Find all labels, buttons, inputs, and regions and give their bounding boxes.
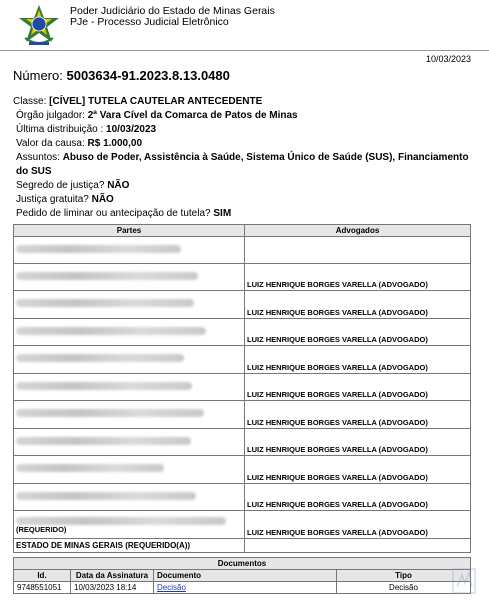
table-row <box>14 511 471 539</box>
document-id: 9748551051 <box>14 582 71 594</box>
party-cell-redacted <box>14 291 245 319</box>
party-cell-redacted <box>14 373 245 401</box>
table-row <box>14 456 471 484</box>
party-cell-redacted <box>14 401 245 429</box>
party-cell-redacted <box>14 428 245 456</box>
lawyer-name: LUIZ HENRIQUE BORGES VARELLA (ADVOGADO) <box>247 527 428 537</box>
party-cell <box>14 538 245 552</box>
lawyer-name: LUIZ HENRIQUE BORGES VARELLA (ADVOGADO) <box>247 445 428 454</box>
table-row <box>14 237 471 264</box>
party-cell-redacted <box>14 237 245 264</box>
id-column-header: Id. <box>14 570 71 582</box>
lawyer-name: LUIZ HENRIQUE BORGES VARELLA (ADVOGADO) <box>247 280 428 289</box>
classe-value: [CÍVEL] TUTELA CAUTELAR ANTECEDENTE <box>49 96 263 107</box>
lawyer-cell <box>245 401 471 429</box>
process-number-label: Número: <box>13 68 63 83</box>
lawyer-cell-empty <box>245 237 471 264</box>
document-link[interactable]: Decisão <box>157 583 186 592</box>
data-column-header: Data da Assinatura <box>71 570 154 582</box>
lawyer-cell <box>245 483 471 511</box>
lawyer-name: LUIZ HENRIQUE BORGES VARELLA (ADVOGADO) <box>247 500 428 509</box>
document-cell <box>154 582 337 594</box>
liminar-label: Pedido de liminar ou antecipação de tutela? <box>16 208 211 219</box>
advogados-column-header: Advogados <box>245 225 471 237</box>
table-row <box>14 318 471 346</box>
orgao-value: 2ª Vara Cível da Comarca de Patos de Minas <box>87 110 298 121</box>
party-role-partial: (REQUERIDO) <box>16 525 67 535</box>
party-cell-redacted <box>14 318 245 346</box>
classe-label: Classe: <box>13 96 47 107</box>
table-row <box>14 263 471 291</box>
gratuita-value: NÃO <box>91 194 114 205</box>
document-header <box>0 0 489 51</box>
distribuicao-label: Última distribuição : <box>16 124 104 135</box>
party-cell-redacted <box>14 483 245 511</box>
table-row <box>14 401 471 429</box>
lawyer-cell <box>245 511 471 539</box>
lawyer-cell <box>245 291 471 319</box>
header-court-name: Poder Judiciário do Estado de Minas Gerais <box>70 5 275 17</box>
table-row <box>14 483 471 511</box>
orgao-label: Órgão julgador: <box>16 110 85 121</box>
lawyer-name: LUIZ HENRIQUE BORGES VARELLA (ADVOGADO) <box>247 472 428 482</box>
lawyer-name: LUIZ HENRIQUE BORGES VARELLA (ADVOGADO) <box>247 362 428 372</box>
valor-label: Valor da causa: <box>16 138 85 149</box>
distribuicao-value: 10/03/2023 <box>106 124 157 135</box>
lawyer-name: LUIZ HENRIQUE BORGES VARELLA (ADVOGADO) <box>247 335 428 344</box>
party-name: ESTADO DE MINAS GERAIS (REQUERIDO(A)) <box>16 540 191 550</box>
table-row <box>14 582 471 594</box>
lawyer-cell <box>245 456 471 484</box>
documentos-title: Documentos <box>14 558 471 570</box>
assuntos-label: Assuntos: <box>16 152 60 163</box>
party-cell-redacted <box>14 456 245 484</box>
documentos-table <box>13 557 471 594</box>
party-cell-redacted <box>14 263 245 291</box>
lawyer-name: LUIZ HENRIQUE BORGES VARELLA (ADVOGADO) <box>247 390 428 399</box>
segredo-value: NÃO <box>107 180 130 191</box>
document-date: 10/03/2023 <box>425 54 471 64</box>
header-system-name: PJe - Processo Judicial Eletrônico <box>70 16 229 28</box>
watermark-icon <box>451 567 477 595</box>
process-number-value: 5003634-91.2023.8.13.0480 <box>66 68 230 83</box>
gratuita-label: Justiça gratuita? <box>16 194 89 205</box>
valor-value: R$ 1.000,00 <box>87 138 143 149</box>
brasao-seal-icon <box>17 4 61 48</box>
lawyer-cell <box>245 373 471 401</box>
lawyer-cell <box>245 263 471 291</box>
tipo-column-header: Tipo <box>337 570 471 582</box>
lawyer-cell-empty <box>245 538 471 552</box>
lawyer-cell <box>245 318 471 346</box>
partes-column-header: Partes <box>14 225 245 237</box>
lawyer-cell <box>245 428 471 456</box>
table-row <box>14 428 471 456</box>
liminar-value: SIM <box>213 208 232 219</box>
table-row <box>14 373 471 401</box>
party-cell-redacted <box>14 511 245 539</box>
table-row <box>14 291 471 319</box>
document-type: Decisão <box>337 582 471 594</box>
document-date-signed: 10/03/2023 18:14 <box>71 582 154 594</box>
table-row <box>14 346 471 374</box>
lawyer-cell <box>245 346 471 374</box>
table-row <box>14 538 471 552</box>
lawyer-name: LUIZ HENRIQUE BORGES VARELLA (ADVOGADO) <box>247 307 428 317</box>
partes-table <box>13 224 471 553</box>
process-info <box>13 95 478 221</box>
assuntos-value: Abuso de Poder, Assistência à Saúde, Sistema Único de Saúde (SUS), Financiamento do SUS <box>16 152 469 177</box>
segredo-label: Segredo de justiça? <box>16 180 105 191</box>
lawyer-name: LUIZ HENRIQUE BORGES VARELLA (ADVOGADO) <box>247 417 428 427</box>
documento-column-header: Documento <box>154 570 337 582</box>
party-cell-redacted <box>14 346 245 374</box>
process-number <box>13 68 230 83</box>
